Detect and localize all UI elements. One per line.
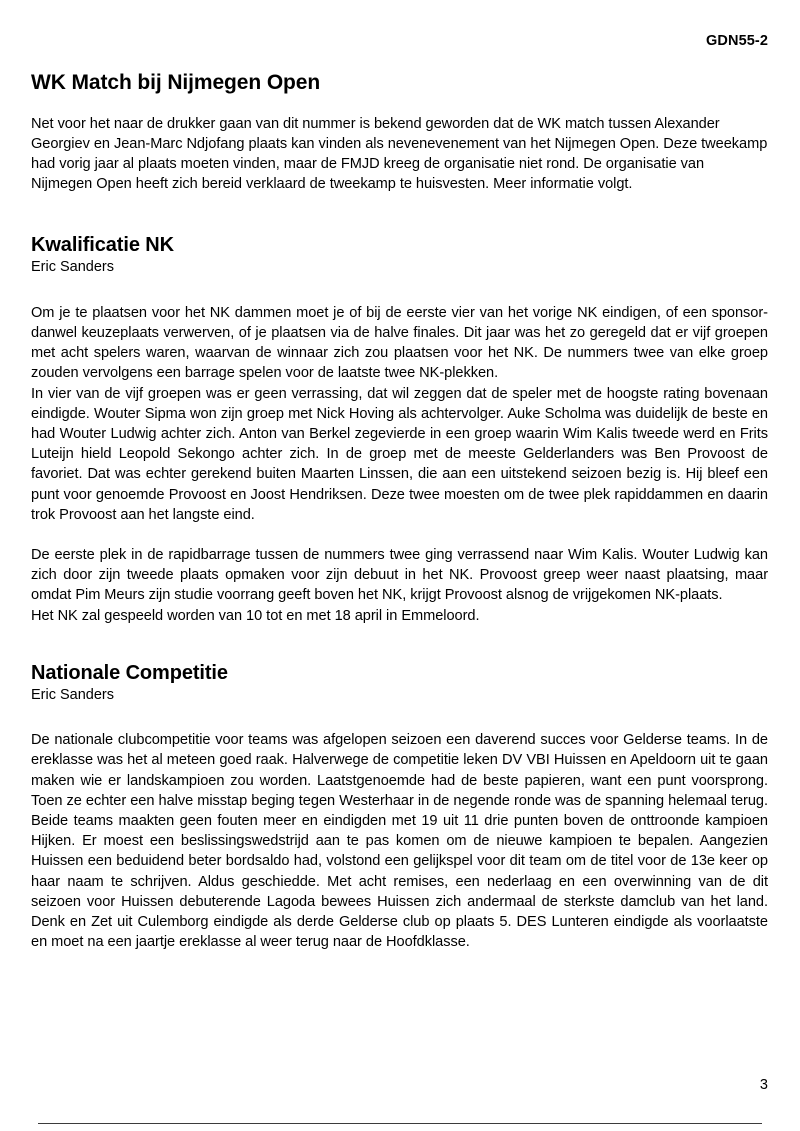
paragraph: Om je te plaatsen voor het NK dammen moet je of bij de eerste vier van het vorige NK eindigen, of een sponsor- danwel keuzeplaats verwerven, of je plaatsen via de halve finales. Dit jaar was het zo geregeld dat er vijf groepen met acht spelers waren, waarvan de winnaar zich zou plaatsen voor het NK. De nummers twee van elke groep zouden vervolgens een barrage spelen voor de laatste twee NK-plekken.: [31, 304, 768, 382]
spacer: [31, 626, 768, 662]
page-title: WK Match bij Nijmegen Open: [31, 70, 321, 94]
paragraph: De nationale clubcompetitie voor teams was afgelopen seizoen een daverend succes voor Gelderse teams. In de ereklasse was het al meteen goed raak. Halverwege de competitie leken DV VBI Huissen en Apeldoorn uit te gaan maken wie er landskampioen zou worden. Laatstgenoemde had de beste papieren, want een punt voorsprong. Toen ze echter een halve misstap beging tegen Westerhaar in de negende ronde was de spanning helemaal terug. Beide teams maakten geen fouten meer en eindigden met 19 uit 11 drie punten boven de onttroonde kampioen Hijken. Er moest een beslissingswedstrijd aan te pas komen om de nieuwe kampioen te bepalen. Aangezien Huissen een beduidend beter bordsaldo had, volstond een gelijkspel voor dit team om de titel voor de 13e keer op haar naam te schrijven. Aldus geschiedde. Met acht remises, een nederlaag en een overwinning van de dit seizoen voor Huissen debuterende Lagoda bewees Huissen zich andermaal de sterkste damclub van het land. Denk en Zet uit Culemborg eindigde als derde Gelderse club op plaats 5. DES Lunteren eindigde als voorlaatste en moet na een jaartje ereklasse al weer terug naar de Hoofdklasse.: [31, 732, 768, 951]
paragraph: Het NK zal gespeeld worden van 10 tot en met 18 april in Emmeloord.: [31, 607, 480, 624]
footer-divider: [38, 1123, 762, 1124]
paragraph: De eerste plek in de rapidbarrage tussen de nummers twee ging verrassend naar Wim Kalis. Wouter Ludwig kan zich door zijn tweede plaats opmaken voor zijn debuut in het NK. Provoost greep weer naast plaatsing, maar omdat Pim Meurs zijn studie voorrang geeft boven het NK, krijgt Provoost alsnog de vrijgekomen NK-plaats.: [31, 547, 768, 604]
section-heading-kwalificatie-nk: Kwalificatie NK: [31, 234, 174, 257]
spacer: [31, 525, 768, 545]
running-head: GDN55-2: [706, 33, 768, 49]
page-number: 3: [759, 1077, 768, 1093]
section-heading-nationale-competitie: Nationale Competitie: [31, 661, 228, 684]
spacer: [31, 94, 768, 114]
section-byline-kwalificatie-nk: Eric Sanders: [31, 259, 115, 276]
spacer: [31, 277, 768, 303]
paragraph: In vier van de vijf groepen was er geen verrassing, dat wil zeggen dat de speler met de hoogste rating bovenaan eindigde. Wouter Sipma won zijn groep met Nick Hoving als achtervolger. Auke Scholma was duidelijk de beste en had Wouter Ludwig achter zich. Anton van Berkel zegevierde in een groep waarin Wim Kalis tweede werd en Frits Luteijn hield Leopold Sekongo achter zich. In de groep met de meeste Gelderlanders was Ben Provoost de favoriet. Dat was echter gerekend buiten Maarten Linssen, die aan een uitstekend seizoen bezig is. Hij bleef een punt voor genoemde Provoost en Joost Hendriksen. Deze twee moesten om de twee plek rapiddammen en daarin trok Provoost aan het langste eind.: [31, 385, 768, 523]
spacer: [31, 194, 768, 234]
intro-paragraph: Net voor het naar de drukker gaan van dit nummer is bekend geworden dat de WK match tussen Alexander Georgiev en Jean-Marc Ndjofang plaats kan vinden als nevenevenement van het Nijmegen Open. Deze tweekamp had vorig jaar al plaats moeten vinden, maar de FMJD kreeg de organisatie niet rond. De organisatie van Nijmegen Open heeft zich bereid verklaard de tweekamp te huisvesten. Meer informatie volgt.: [31, 115, 768, 193]
page-content: [31, 0, 768, 952]
section-byline-nationale-competitie: Eric Sanders: [31, 686, 115, 703]
spacer: [31, 704, 768, 730]
